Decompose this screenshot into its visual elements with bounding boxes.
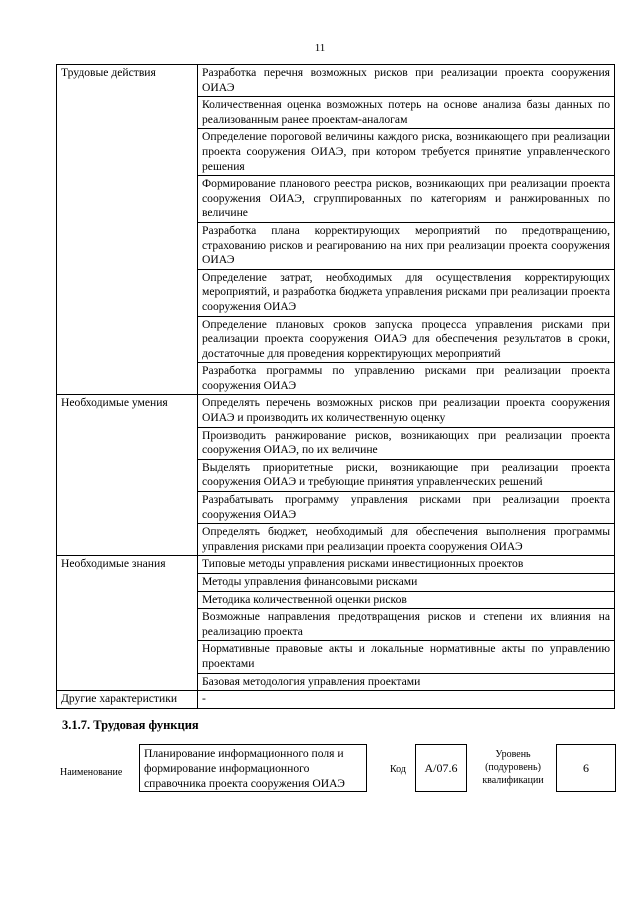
section-label: Необходимые умения [57, 395, 198, 556]
name-label: Наименование [60, 767, 123, 778]
section-item: Определять бюджет, необходимый для обеспечения выполнения программы управления рисками при реализации проекта сооружения ОИАЭ [198, 524, 615, 556]
section-item: Разработка перечня возможных рисков при реализации проекта сооружения ОИАЭ [198, 65, 615, 97]
section-item: Базовая методология управления проектами [198, 673, 615, 691]
section-item: Нормативные правовые акты и локальные нормативные акты по управлению проектами [198, 641, 615, 673]
section-item: Определение затрат, необходимых для осуществления корректирующих мероприятий, и разработка бюджета управления рисками при реализации проекта сооружения ОИАЭ [198, 269, 615, 316]
section-item: Выделять приоритетные риски, возникающие при реализации проекта сооружения ОИАЭ и требующие принятия управленческих решений [198, 459, 615, 491]
section-label: Необходимые знания [57, 556, 198, 691]
section-item: Типовые методы управления рисками инвестиционных проектов [198, 556, 615, 574]
page-number: 11 [314, 42, 326, 54]
code-label: Код [390, 764, 406, 775]
section-item: Методы управления финансовыми рисками [198, 574, 615, 592]
section-item: Разработка плана корректирующих мероприятий по предотвращению, страхованию рисков и реагированию на них при реализации проекта сооружения ОИАЭ [198, 222, 615, 269]
function-name-box: Планирование информационного поля и формирование информационного справочника проекта сооружения ОИАЭ [139, 744, 367, 792]
section-label: Трудовые действия [57, 65, 198, 395]
level-label: Уровень (подуровень) квалификации [482, 749, 544, 786]
table-row [57, 395, 615, 427]
section-item: - [198, 691, 615, 709]
section-item: Производить ранжирование рисков, возникающих при реализации проекта сооружения ОИАЭ, по их величине [198, 427, 615, 459]
section-label: Другие характеристики [57, 691, 198, 709]
function-code-box: А/07.6 [415, 744, 467, 792]
work-function-table [56, 64, 615, 709]
section-item: Количественная оценка возможных потерь на основе анализа базы данных по реализованным ранее проектам-аналогам [198, 97, 615, 129]
section-item: Определение плановых сроков запуска процесса управления рисками при реализации проекта сооружения ОИАЭ для обеспечения результатов в сроки, достаточные для проведения корректирующих мероприятий [198, 316, 615, 363]
table-row [57, 691, 615, 709]
section-item: Определение пороговой величины каждого риска, возникающего при реализации проекта сооружения ОИАЭ, при котором требуется принятие управленческого решения [198, 129, 615, 176]
section-heading: 3.1.7. Трудовая функция [62, 718, 199, 732]
table-row [57, 556, 615, 574]
function-info-row [60, 744, 620, 804]
table-body [57, 65, 615, 709]
section-item: Разрабатывать программу управления рисками при реализации проекта сооружения ОИАЭ [198, 492, 615, 524]
section-item: Разработка программы по управлению рисками при реализации проекта сооружения ОИАЭ [198, 363, 615, 395]
level-value-box: 6 [556, 744, 616, 792]
table-row [57, 65, 615, 97]
section-item: Возможные направления предотвращения рисков и степени их влияния на реализацию проекта [198, 609, 615, 641]
section-item: Методика количественной оценки рисков [198, 591, 615, 609]
section-item: Формирование планового реестра рисков, возникающих при реализации проекта сооружения ОИАЭ, сгруппированных по категориям и ранжированных по величине [198, 176, 615, 223]
section-item: Определять перечень возможных рисков при реализации проекта сооружения ОИАЭ и производить их количественную оценку [198, 395, 615, 427]
